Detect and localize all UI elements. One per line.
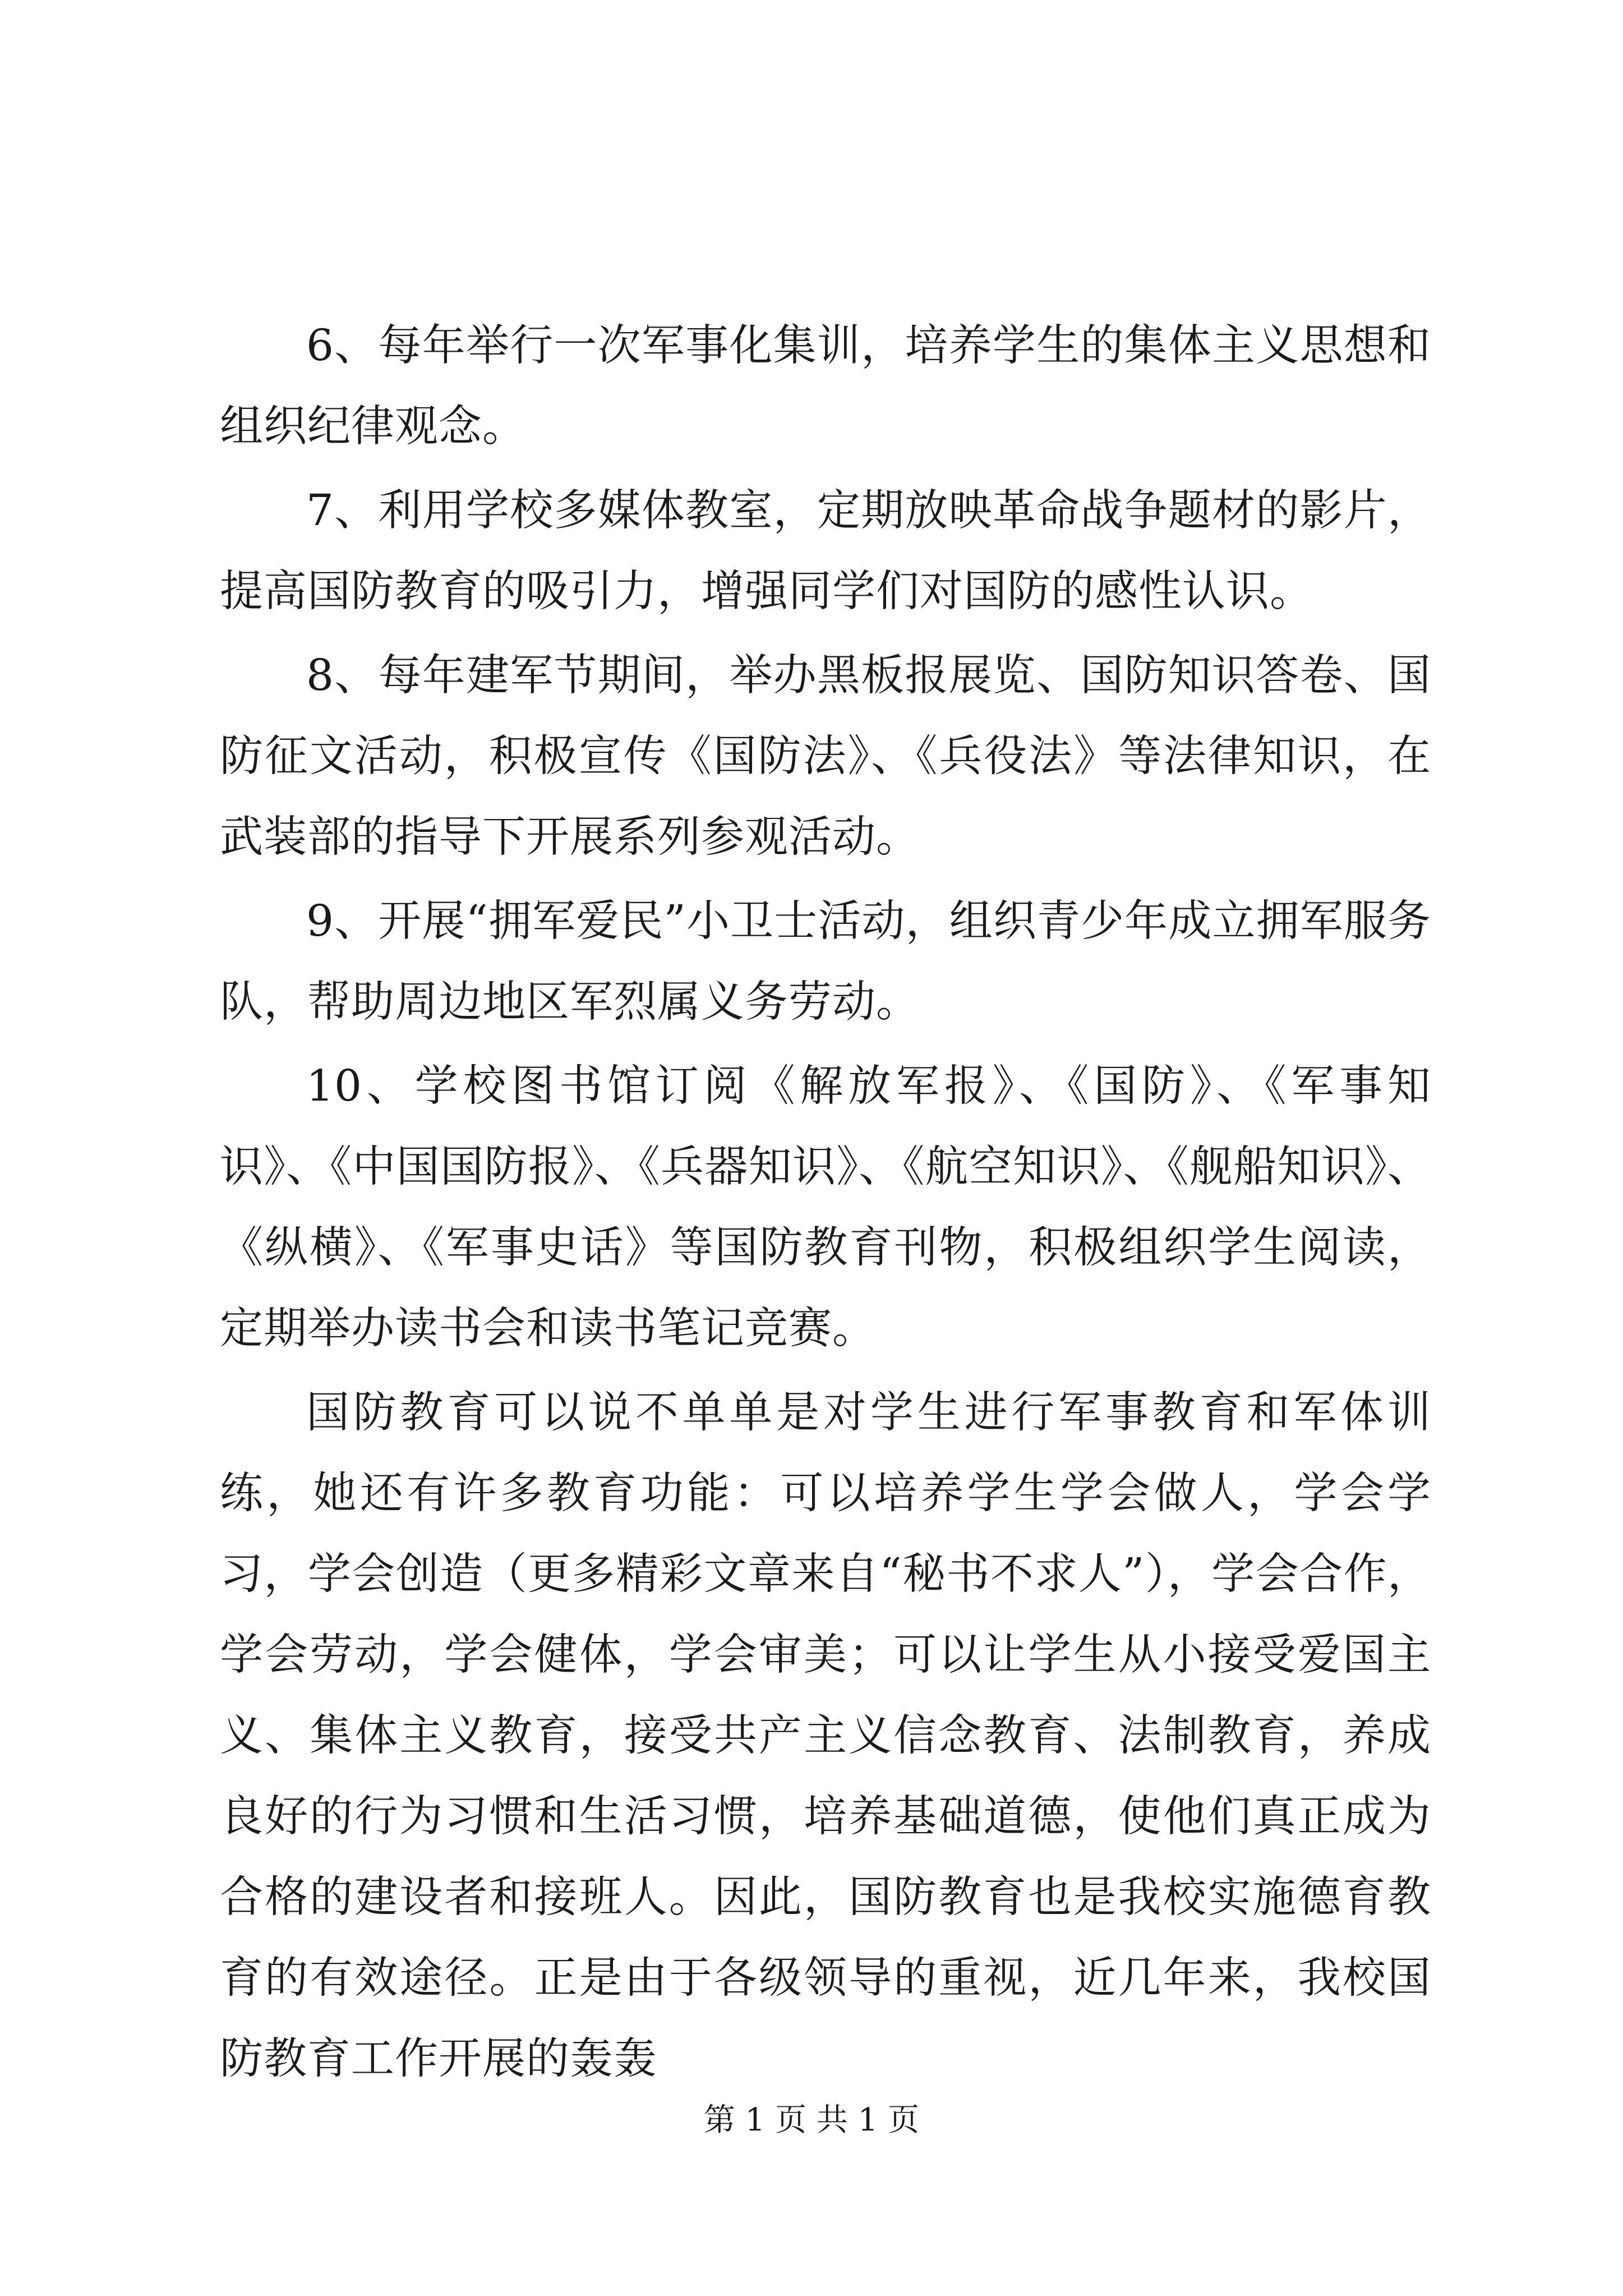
page-number-label: 第 1 页 共 1 页 <box>703 2102 920 2138</box>
paragraph-item-7: 7、利用学校多媒体教室，定期放映革命战争题材的影片，提高国防教育的吸引力，增强同学们对国防的感性认识。 <box>220 486 1431 616</box>
paragraph-item-8: 8、每年建军节期间，举办黑板报展览、国防知识答卷、国防征文活动，积极宣传《国防法》、《兵役法》等法律知识，在武装部的指导下开展系列参观活动。 <box>220 651 1431 862</box>
paragraph-national-defense-education: 国防教育可以说不单单是对学生进行军事教育和军体训练，她还有许多教育功能：可以培养学生学会做人，学会学习，学会创造（更多精彩文章来自“秘书不求人”），学会合作，学会劳动，学会健体，学会审美；可以让学生从小接受爱国主义、集体主义教育，接受共产主义信念教育、法制教育，养成良好的行为习惯和生活习惯，培养基础道德，使他们真正成为合格的建设者和接班人。因此，国防教育也是我校实施德育教育的有效途径。正是由于各级领导的重视，近几年来，我校国防教育工作开展的轰轰 <box>220 1388 1431 2084</box>
paragraph-item-6: 6、每年举行一次军事化集训，培养学生的集体主义思想和组织纪律观念。 <box>220 321 1431 452</box>
document-body <box>220 306 1431 2103</box>
paragraph-item-10: 10、学校图书馆订阅《解放军报》、《国防》、《军事知识》、《中国国防报》、《兵器知识》、《航空知识》、《舰船知识》、《纵横》、《军事史话》等国防教育刊物，积极组织学生阅读，定期举办读书会和读书笔记竞赛。 <box>220 1061 1431 1354</box>
page-footer <box>0 2101 1623 2140</box>
paragraph-item-9: 9、开展“拥军爱民”小卫士活动，组织青少年成立拥军服务队，帮助周边地区军烈属义务劳动。 <box>220 896 1431 1027</box>
